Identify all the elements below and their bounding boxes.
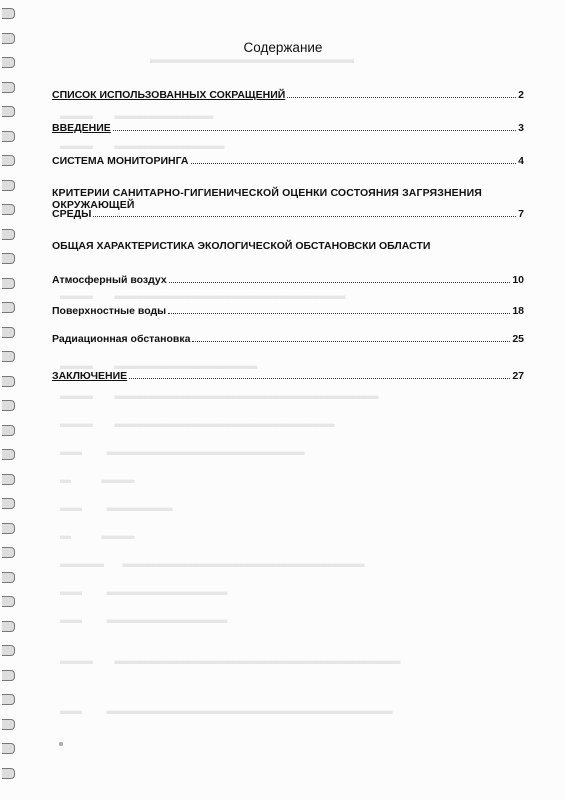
- binding-ring: [2, 400, 15, 411]
- toc-section-heading[interactable]: [52, 240, 524, 252]
- binding-ring: [2, 572, 15, 583]
- toc-page-number: 2: [518, 89, 524, 101]
- toc-leader-dots: [113, 129, 516, 131]
- binding-ring: [2, 498, 15, 509]
- toc-entry-radiation[interactable]: [52, 333, 524, 345]
- toc-entry-text: Радиационная обстановка: [52, 333, 191, 345]
- binding-ring: [2, 743, 15, 754]
- binding-ring: [2, 449, 15, 460]
- binding-ring: [2, 376, 15, 387]
- binding-ring: [2, 621, 15, 632]
- binding-ring: [2, 596, 15, 607]
- toc-entry-conclusion[interactable]: [52, 370, 524, 382]
- toc-leader-dots: [129, 377, 510, 379]
- binding-ring: [2, 253, 15, 264]
- toc-page-number: 10: [512, 274, 524, 286]
- binding-ring: [2, 523, 15, 534]
- toc-page-number: 27: [512, 370, 524, 382]
- binding-ring: [2, 547, 15, 558]
- spiral-binding: [0, 0, 18, 800]
- toc-entry-text: Поверхностные воды: [52, 305, 167, 317]
- page-title: Содержание: [243, 40, 323, 55]
- binding-ring: [2, 351, 15, 362]
- toc-entry-text: СИСТЕМА МОНИТОРИНГА: [52, 155, 189, 167]
- binding-ring: [2, 82, 15, 93]
- binding-ring: [2, 768, 15, 779]
- toc-leader-dots: [168, 312, 510, 314]
- toc-entry-atmospheric-air[interactable]: [52, 274, 524, 286]
- binding-ring: [2, 8, 15, 19]
- toc-page-number: 25: [512, 333, 524, 345]
- toc-page-number: 7: [518, 208, 524, 220]
- toc-leader-dots: [93, 215, 516, 217]
- toc-page-number: 4: [518, 155, 524, 167]
- toc-leader-dots: [191, 162, 517, 164]
- binding-ring: [2, 719, 15, 730]
- toc-entry-criteria-continuation[interactable]: [52, 208, 524, 220]
- binding-ring: [2, 278, 15, 289]
- binding-ring: [2, 131, 15, 142]
- binding-ring: [2, 57, 15, 68]
- binding-ring: [2, 474, 15, 485]
- toc-entry-text: СПИСОК ИСПОЛЬЗОВАННЫХ СОКРАЩЕНИЙ: [52, 89, 286, 101]
- toc-leader-dots: [169, 281, 511, 283]
- toc-entry-text: СРЕДЫ: [52, 208, 92, 220]
- toc-page-number: 18: [512, 305, 524, 317]
- binding-ring: [2, 204, 15, 215]
- toc-entry-text: КРИТЕРИИ САНИТАРНО-ГИГИЕНИЧЕСКОЙ ОЦЕНКИ СОСТОЯНИЯ ЗАГРЯЗНЕНИЯ ОКРУЖАЮЩЕЙ: [52, 187, 482, 211]
- toc-entry-text: ВВЕДЕНИЕ: [52, 122, 111, 134]
- binding-ring: [2, 302, 15, 313]
- binding-ring: [2, 327, 15, 338]
- binding-ring: [2, 180, 15, 191]
- binding-ring: [2, 425, 15, 436]
- toc-entry-surface-water[interactable]: [52, 305, 524, 317]
- paper-speck: [59, 742, 63, 746]
- toc-entry-text: ЗАКЛЮЧЕНИЕ: [52, 370, 128, 382]
- toc-entry-introduction[interactable]: [52, 122, 524, 134]
- binding-ring: [2, 670, 15, 681]
- document-page: ▬▬▬▬▬▬▬▬▬▬▬▬▬▬▬▬▬ ▬▬▬ ▬▬▬▬▬▬▬▬▬ ▬▬▬ ▬▬▬▬▬▬▬▬▬▬ ▬▬▬ ▬▬▬▬▬▬▬▬▬▬▬▬▬▬▬▬▬▬▬▬▬ ▬▬▬ ▬▬▬▬▬▬▬▬▬▬▬▬▬ ▬▬▬ ▬▬▬▬▬▬▬▬▬▬▬▬▬▬▬▬▬▬▬▬▬▬▬▬ ▬▬▬ ▬▬▬▬▬▬▬▬▬▬▬▬▬▬▬▬▬▬▬▬ ▬▬ ▬▬▬▬▬▬▬▬▬▬▬▬▬▬▬▬▬▬ ▬ ▬▬▬ ▬▬ ▬▬▬▬▬▬ ▬ ▬▬▬ ▬▬▬▬ ▬▬▬▬▬▬▬▬▬▬▬▬▬▬▬▬▬▬▬▬▬▬ ▬▬ ▬▬▬▬▬▬▬▬▬▬▬ ▬▬ ▬▬▬▬▬▬▬▬▬▬▬ ▬▬▬ ▬▬▬▬▬▬▬▬▬▬▬▬▬▬▬▬▬▬▬▬▬▬▬▬▬▬ ▬▬ ▬▬▬▬▬▬▬▬▬▬▬▬▬▬▬▬▬▬▬▬▬▬▬▬▬▬ Содержание СПИСОК ИСПОЛЬЗОВАННЫХ СОКРАЩЕНИЙ 2 ВВЕДЕНИЕ 3 СИСТЕМА МОНИТОРИНГА 4 КРИТЕРИИ САНИТАРНО-ГИГИЕНИЧЕСКОЙ ОЦЕНКИ СОСТОЯНИЯ ЗАГРЯЗНЕНИЯ ОКРУЖАЮЩЕЙ СРЕДЫ 7 ОБЩАЯ ХАРАКТЕРИСТИКА ЭКОЛОГИЧЕСКОЙ ОБСТАНОВСКИ ОБЛАСТИ Атмосферный воздух 10 Поверхностные воды 18 Радиационная обстановка 25 ЗАКЛЮЧЕНИЕ 27: [0, 0, 566, 800]
- toc-leader-dots: [287, 96, 516, 98]
- toc-entry-monitoring-system[interactable]: [52, 155, 524, 167]
- toc-page-number: 3: [518, 122, 524, 134]
- toc-leader-dots: [192, 340, 510, 342]
- toc-entry-text: ОБЩАЯ ХАРАКТЕРИСТИКА ЭКОЛОГИЧЕСКОЙ ОБСТАНОВСКИ ОБЛАСТИ: [52, 240, 431, 252]
- toc-entry-text: Атмосферный воздух: [52, 274, 167, 286]
- binding-ring: [2, 155, 15, 166]
- binding-ring: [2, 229, 15, 240]
- binding-ring: [2, 106, 15, 117]
- toc-entry-abbreviations[interactable]: [52, 89, 524, 101]
- binding-ring: [2, 694, 15, 705]
- binding-ring: [2, 645, 15, 656]
